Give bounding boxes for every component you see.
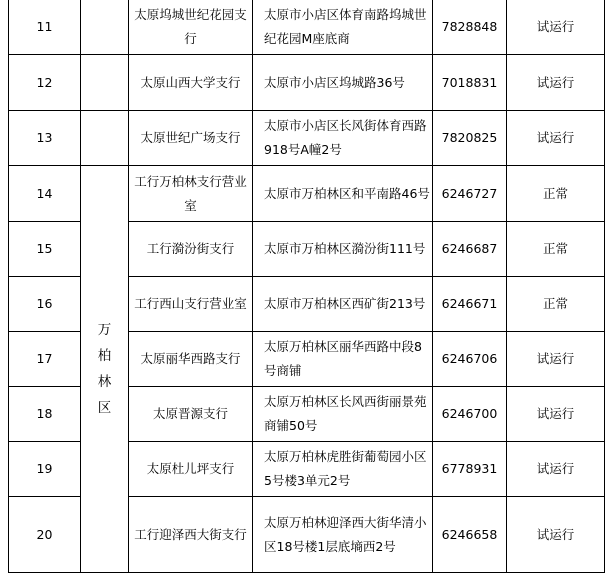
branch-phone: 7820825 (433, 111, 507, 166)
branch-name: 太原山西大学支行 (129, 55, 253, 111)
branch-address: 太原万柏林虎胜街葡萄园小区5号楼3单元2号 (253, 442, 433, 497)
branch-address: 太原万柏林区长风西街丽景苑商铺50号 (253, 387, 433, 442)
branch-name: 工行迎泽西大街支行 (129, 497, 253, 573)
branch-status: 试运行 (507, 0, 605, 55)
branch-address: 太原市小店区长风街体育西路918号A幢2号 (253, 111, 433, 166)
branch-name: 太原坞城世纪花园支行 (129, 0, 253, 55)
branch-status: 试运行 (507, 442, 605, 497)
branch-status: 正常 (507, 277, 605, 332)
branch-table (8, 0, 605, 573)
row-number: 14 (9, 166, 81, 222)
district-cell-blank (81, 111, 129, 166)
branch-address: 太原万柏林区丽华西路中段8号商铺 (253, 332, 433, 387)
branch-phone: 6246658 (433, 497, 507, 573)
branch-address: 太原市万柏林区漪汾街111号 (253, 222, 433, 277)
district-label: 万柏林区 (97, 322, 112, 416)
district-cell-blank (81, 55, 129, 111)
row-number: 17 (9, 332, 81, 387)
table-row (9, 111, 605, 166)
row-number: 20 (9, 497, 81, 573)
branch-phone: 6246706 (433, 332, 507, 387)
row-number: 16 (9, 277, 81, 332)
table-row (9, 166, 605, 222)
branch-address: 太原市万柏林区和平南路46号 (253, 166, 433, 222)
branch-name: 工行漪汾街支行 (129, 222, 253, 277)
table-row (9, 0, 605, 55)
branch-phone: 6778931 (433, 442, 507, 497)
branch-phone: 6246671 (433, 277, 507, 332)
branch-phone: 6246700 (433, 387, 507, 442)
branch-name: 太原丽华西路支行 (129, 332, 253, 387)
branch-address: 太原万柏林迎泽西大街华清小区18号楼1层底墒西2号 (253, 497, 433, 573)
row-number: 12 (9, 55, 81, 111)
branch-status: 试运行 (507, 111, 605, 166)
branch-status: 试运行 (507, 497, 605, 573)
row-number: 15 (9, 222, 81, 277)
district-cell-blank (81, 0, 129, 55)
row-number: 19 (9, 442, 81, 497)
branch-status: 试运行 (507, 387, 605, 442)
branch-status: 试运行 (507, 332, 605, 387)
district-cell (81, 166, 129, 573)
branch-name: 太原杜儿坪支行 (129, 442, 253, 497)
branch-phone: 6246727 (433, 166, 507, 222)
branch-name: 太原晋源支行 (129, 387, 253, 442)
branch-address: 太原市小店区体育南路坞城世纪花园M座底商 (253, 0, 433, 55)
branch-status: 试运行 (507, 55, 605, 111)
row-number: 13 (9, 111, 81, 166)
branch-address: 太原市小店区坞城路36号 (253, 55, 433, 111)
branch-name: 工行万柏林支行营业室 (129, 166, 253, 222)
branch-status: 正常 (507, 222, 605, 277)
row-number: 11 (9, 0, 81, 55)
branch-address: 太原市万柏林区西矿街213号 (253, 277, 433, 332)
branch-phone: 6246687 (433, 222, 507, 277)
row-number: 18 (9, 387, 81, 442)
branch-name: 太原世纪广场支行 (129, 111, 253, 166)
table-row (9, 55, 605, 111)
branch-status: 正常 (507, 166, 605, 222)
branch-name: 工行西山支行营业室 (129, 277, 253, 332)
branch-phone: 7018831 (433, 55, 507, 111)
branch-phone: 7828848 (433, 0, 507, 55)
